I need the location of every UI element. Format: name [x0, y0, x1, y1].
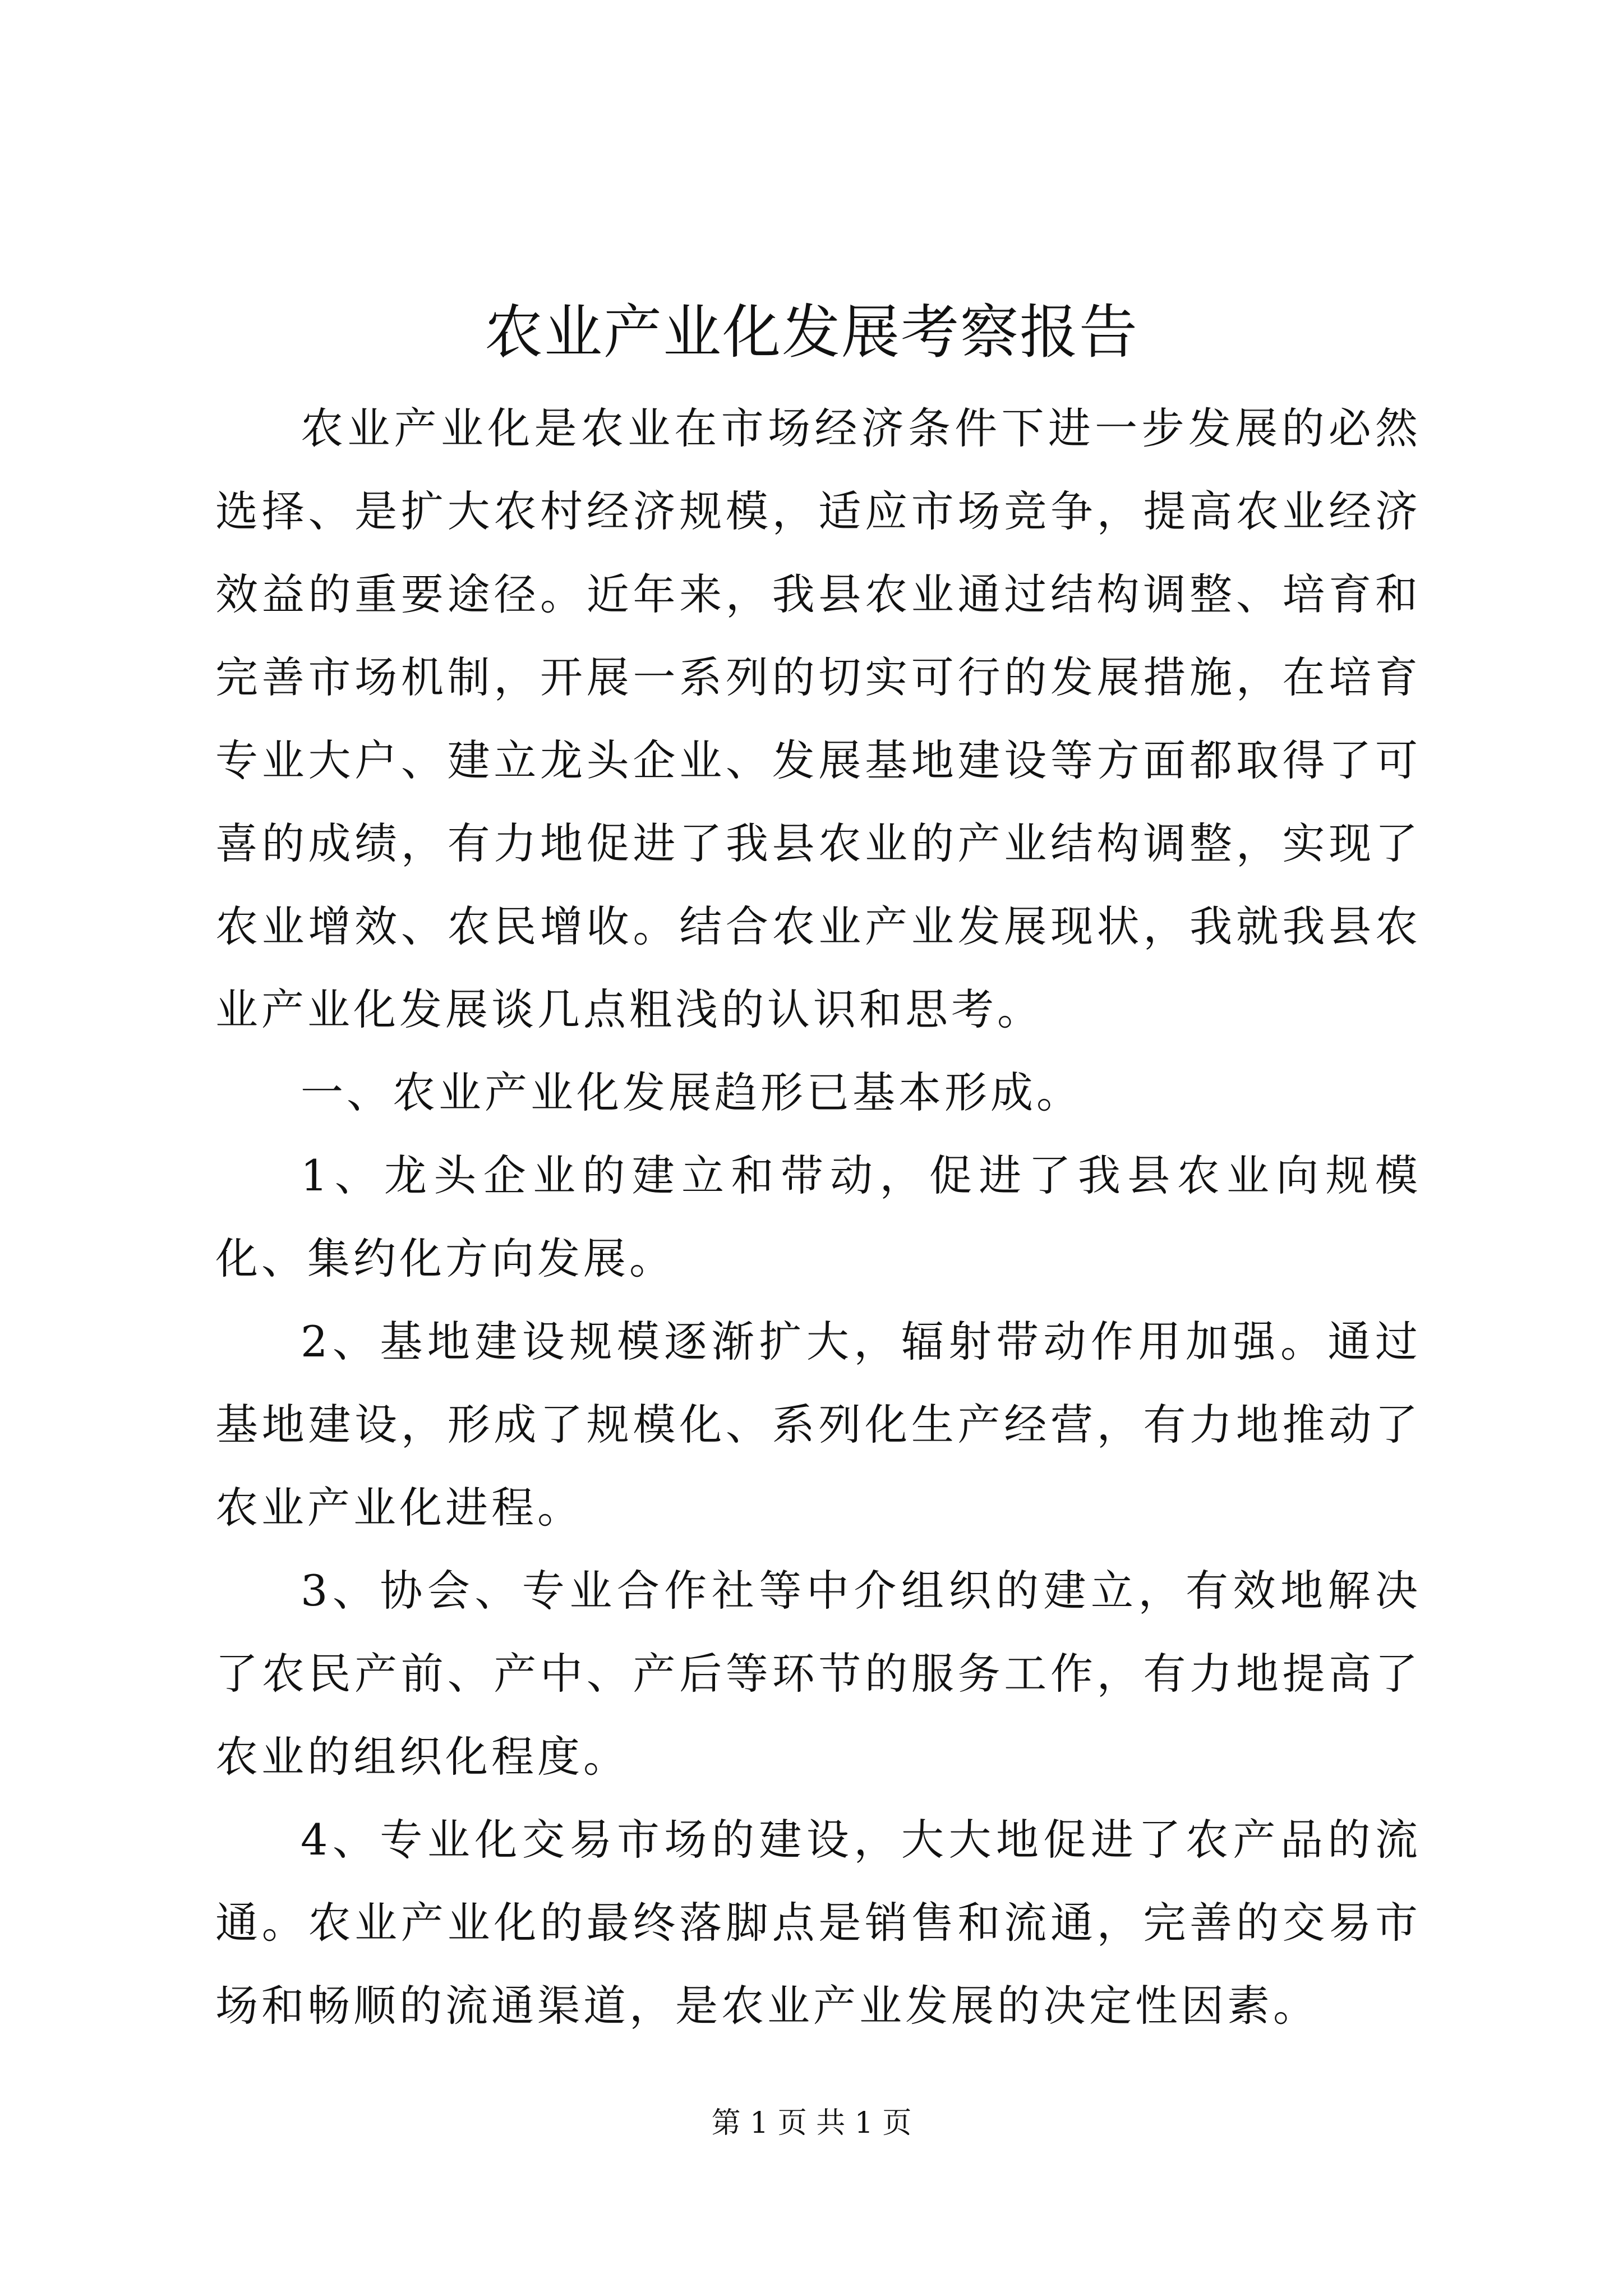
paragraph-point-2: 2、基地建设规模逐渐扩大，辐射带动作用加强。通过基地建设，形成了规模化、系列化生产经营，有力地推动了农业产业化进程。 — [215, 1317, 1421, 1533]
document-title: 农业产业化发展考察报告 — [484, 298, 1138, 366]
document-body — [215, 387, 1421, 2047]
paragraph-intro: 农业产业化是农业在市场经济条件下进一步发展的必然选择、是扩大农村经济规模，适应市场竞争，提高农业经济效益的重要途径。近年来，我县农业通过结构调整、培育和完善市场机制，开展一系列的切实可行的发展措施，在培育专业大户、建立龙头企业、发展基地建设等方面都取得了可喜的成绩，有力地促进了我县农业的产业结构调整，实现了农业增效、农民增收。结合农业产业发展现状，我就我县农业产业化发展谈几点粗浅的认识和思考。 — [215, 403, 1421, 1034]
paragraph-point-3: 3、协会、专业合作社等中介组织的建立，有效地解决了农民产前、产中、产后等环节的服务工作，有力地提高了农业的组织化程度。 — [215, 1566, 1421, 1782]
paragraph-section-heading: 一、农业产业化发展趋形已基本形成。 — [301, 1068, 1082, 1117]
paragraph-point-4: 4、专业化交易市场的建设，大大地促进了农产品的流通。农业产业化的最终落脚点是销售和流通，完善的交易市场和畅顺的流通渠道，是农业产业发展的决定性因素。 — [215, 1815, 1421, 2031]
paragraph-point-1: 1、龙头企业的建立和带动，促进了我县农业向规模化、集约化方向发展。 — [215, 1151, 1421, 1283]
page-footer: 第 1 页 共 1 页 — [711, 2106, 912, 2140]
